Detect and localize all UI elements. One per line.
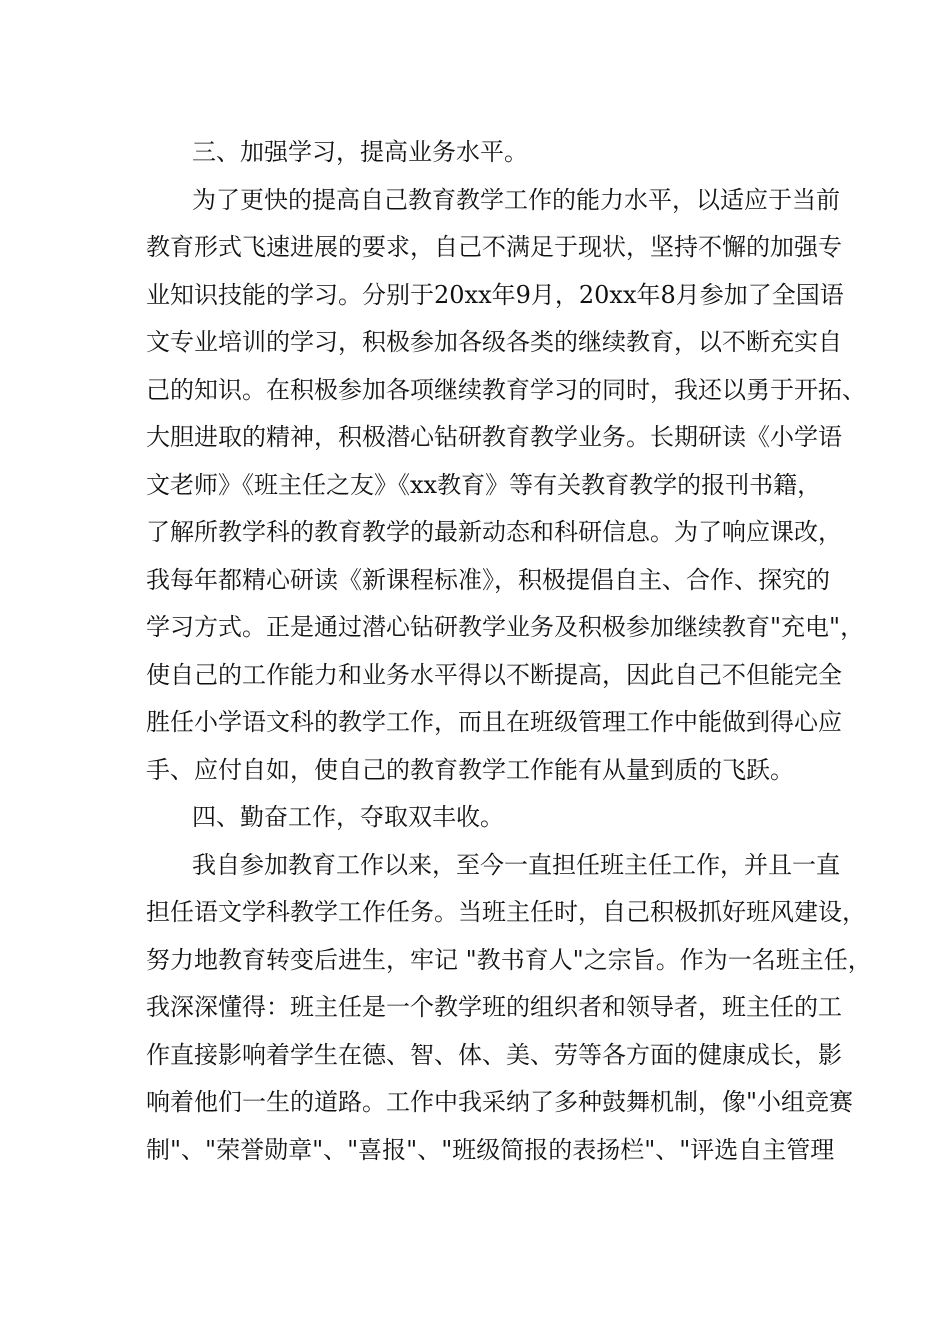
paragraph-line: 手、应付自如，使自己的教育教学工作能有从量到质的飞跃。 bbox=[146, 756, 794, 784]
paragraph-line: 我每年都精心研读《新课程标准》，积极提倡自主、合作、探究的 bbox=[146, 566, 830, 594]
paragraph-line: 己的知识。在积极参加各项继续教育学习的同时，我还以勇于开拓、 bbox=[146, 376, 866, 404]
paragraph-line: 业知识技能的学习。分别于20xx年9月，20xx年8月参加了全国语 bbox=[146, 281, 844, 309]
paragraph-line: 为了更快的提高自己教育教学工作的能力水平，以适应于当前 bbox=[192, 186, 840, 214]
paragraph-line: 胜任小学语文科的教学工作，而且在班级管理工作中能做到得心应 bbox=[146, 708, 842, 736]
section-heading-4: 四、勤奋工作，夺取双丰收。 bbox=[192, 803, 504, 831]
paragraph-line: 我自参加教育工作以来，至今一直担任班主任工作，并且一直 bbox=[192, 851, 840, 879]
paragraph-line: 大胆进取的精神，积极潜心钻研教育教学业务。长期研读《小学语 bbox=[146, 423, 842, 451]
paragraph-line: 我深深懂得：班主任是一个教学班的组织者和领导者，班主任的工 bbox=[146, 993, 842, 1021]
paragraph-line: 响着他们一生的道路。工作中我采纳了多种鼓舞机制，像"小组竞赛 bbox=[146, 1088, 854, 1116]
paragraph-line: 了解所教学科的教育教学的最新动态和科研信息。为了响应课改， bbox=[146, 518, 842, 546]
paragraph-line: 文老师》《班主任之友》《xx教育》等有关教育教学的报刊书籍， bbox=[146, 471, 822, 499]
paragraph-line: 担任语文学科教学工作任务。当班主任时，自己积极抓好班风建设， bbox=[146, 898, 866, 926]
paragraph-line: 文专业培训的学习，积极参加各级各类的继续教育，以不断充实自 bbox=[146, 328, 842, 356]
paragraph-line: 使自己的工作能力和业务水平得以不断提高，因此自己不但能完全 bbox=[146, 661, 842, 689]
paragraph-line: 制"、"荣誉勋章"、"喜报"、"班级简报的表扬栏"、"评选自主管理 bbox=[146, 1136, 835, 1164]
paragraph-line: 作直接影响着学生在德、智、体、美、劳等各方面的健康成长，影 bbox=[146, 1041, 842, 1069]
paragraph-line: 教育形式飞速进展的要求，自己不满足于现状，坚持不懈的加强专 bbox=[146, 233, 842, 261]
section-heading-3: 三、加强学习，提高业务水平。 bbox=[192, 138, 528, 166]
paragraph-line: 学习方式。正是通过潜心钻研教学业务及积极参加继续教育"充电"， bbox=[146, 613, 865, 641]
paragraph-line: 努力地教育转变后进生，牢记 "教书育人"之宗旨。作为一名班主任， bbox=[146, 946, 872, 974]
